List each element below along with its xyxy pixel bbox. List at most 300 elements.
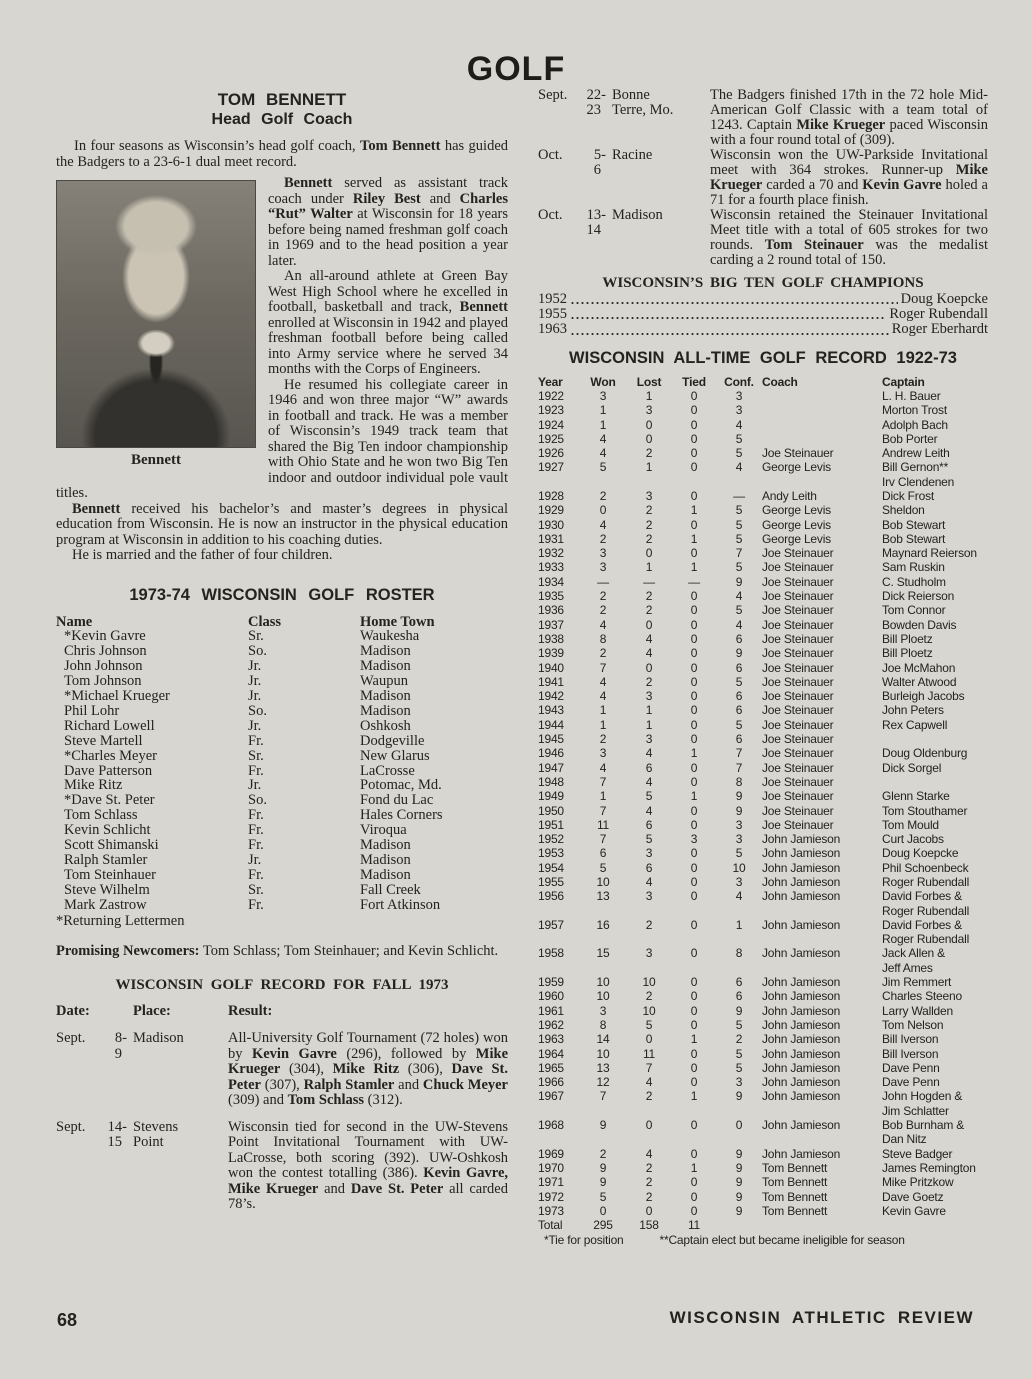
player-hometown: LaCrosse (360, 762, 415, 779)
cell-captain (882, 732, 988, 746)
entry-place-line1: Stevens (133, 1118, 179, 1135)
cell-tied: 0 (690, 617, 698, 632)
footnote-captain-elect: **Captain elect but became ineligible for season (659, 1233, 905, 1248)
cell-year: 1941 (538, 674, 564, 689)
captain-line1: Mike Pritzkow (882, 1175, 954, 1190)
all-time-row (538, 1175, 988, 1189)
player-class: Fr. (248, 732, 264, 749)
schedule-date (538, 88, 612, 148)
cell-lost: 4 (645, 746, 653, 761)
cell-tied: 0 (690, 517, 698, 532)
cell-tied: 0 (690, 660, 698, 675)
captain-line1: Walter Atwood (882, 674, 957, 689)
player-class: Jr. (248, 688, 262, 705)
cell-lost: 2 (645, 989, 653, 1004)
cell-won: 8 (599, 631, 607, 646)
cell-captain (882, 560, 988, 574)
cell-coach: Joe Steinauer (762, 689, 834, 704)
player-name: *Michael Krueger (64, 688, 170, 705)
cell-won: 3 (599, 388, 607, 403)
cell-coach: John Jamieson (762, 975, 841, 990)
cell-year: 1933 (538, 560, 564, 575)
cell-year: 1929 (538, 503, 564, 518)
entry-result: Wisconsin tied for second in the UW-Stevens Point Invitational Tournament with UW-LaCrosse, both scoring (392). UW-Oshkosh won the contest totalling (386). Kevin Gavre, Mike Krueger and Dave St. Peter all carded 78’s. (228, 1118, 508, 1213)
player-name: *Kevin Gavre (64, 628, 146, 645)
cell-conf: 8 (735, 946, 743, 961)
captain-line1: Maynard Reierson (882, 546, 977, 561)
all-time-row (538, 603, 988, 617)
captain-line1: Curt Jacobs (882, 832, 944, 847)
cell-lost: 6 (645, 817, 653, 832)
cell-year: 1946 (538, 746, 564, 761)
cell-lost: 2 (645, 503, 653, 518)
cell-won: 4 (599, 760, 607, 775)
cell-won: 10 (596, 975, 610, 990)
cell-year: 1944 (538, 717, 564, 732)
captain-line1: C. Studholm (882, 574, 946, 589)
cell-tied: 0 (690, 689, 698, 704)
cell-captain (882, 761, 988, 775)
cell-conf: 2 (735, 1032, 743, 1047)
total-tied: 11 (687, 1218, 701, 1233)
player-name: Tom Steinhauer (64, 866, 157, 883)
all-time-record-title: WISCONSIN ALL-TIME GOLF RECORD 1922-73 (569, 348, 957, 367)
cell-year: 1970 (538, 1160, 564, 1175)
cell-year: 1957 (538, 917, 564, 932)
schedule-day-end: 6 (593, 162, 601, 178)
cell-captain (882, 1204, 988, 1218)
cell-lost: 3 (645, 889, 653, 904)
cell-conf: 5 (735, 431, 743, 446)
captain-line1: Doug Oldenburg (882, 746, 968, 761)
cell-won: 9 (599, 1175, 607, 1190)
roster-col-hometown: Home Town (360, 613, 435, 630)
all-time-row (538, 489, 988, 503)
cell-coach: Andy Leith (762, 488, 817, 503)
captain-line1: Dave Goetz (882, 1189, 944, 1204)
cell-captain (882, 946, 988, 975)
player-name: Steve Wilhelm (64, 881, 150, 898)
all-time-row (538, 1075, 988, 1089)
cell-coach: George Levis (762, 503, 831, 518)
cell-tied: 1 (690, 503, 698, 518)
player-class: So. (248, 643, 267, 660)
total-label: Total (538, 1218, 563, 1233)
cell-coach (762, 432, 882, 446)
cell-tied: 0 (690, 1003, 698, 1018)
cell-tied: 0 (690, 732, 698, 747)
cell-won: 1 (599, 403, 607, 418)
entry-place (133, 1120, 228, 1213)
schedule-day-start: 13- (586, 207, 606, 223)
fall-record-entries (56, 1031, 508, 1213)
cell-year: 1940 (538, 660, 564, 675)
captain-line1: Bill Iverson (882, 1032, 939, 1047)
cell-won: 10 (596, 989, 610, 1004)
cell-lost: 1 (645, 717, 653, 732)
cell-lost: 4 (645, 803, 653, 818)
schedule-date (538, 208, 612, 268)
cell-year: 1922 (538, 388, 564, 403)
cell-captain (882, 1089, 988, 1118)
cell-lost: 1 (645, 388, 653, 403)
player-class: Fr. (248, 762, 264, 779)
cell-lost: 0 (645, 1118, 653, 1133)
cell-tied: 0 (690, 846, 698, 861)
player-hometown: Viroqua (360, 822, 407, 839)
cell-captain (882, 818, 988, 832)
cell-tied: 0 (690, 975, 698, 990)
cell-conf: 5 (735, 1046, 743, 1061)
player-name: *Charles Meyer (64, 747, 158, 764)
cell-coach: John Jamieson (762, 1017, 841, 1032)
cell-tied: 0 (690, 817, 698, 832)
captain-line1: Bob Burnham & (882, 1118, 965, 1133)
cell-coach: John Jamieson (762, 1146, 841, 1161)
cell-coach: John Jamieson (762, 946, 841, 961)
player-class: Jr. (248, 658, 262, 675)
player-name: John Johnson (64, 658, 143, 675)
captain-line1: Dick Sorgel (882, 760, 942, 775)
cell-tied: 0 (690, 388, 698, 403)
cell-conf: 6 (735, 989, 743, 1004)
captain-line1: James Remington (882, 1160, 976, 1175)
cell-conf: 6 (735, 631, 743, 646)
cell-year: 1961 (538, 1003, 564, 1018)
cell-coach: John Jamieson (762, 846, 841, 861)
cell-conf: 7 (735, 546, 743, 561)
cell-coach: Joe Steinauer (762, 560, 834, 575)
cell-tied: 1 (690, 746, 698, 761)
cell-conf: 4 (735, 460, 743, 475)
cell-captain (882, 546, 988, 560)
cell-year: 1950 (538, 803, 564, 818)
cell-tied: 0 (690, 1118, 698, 1133)
champion-year: 1952 (538, 291, 567, 307)
cell-captain (882, 718, 988, 732)
captain-line1: Morton Trost (882, 403, 947, 418)
cell-coach: John Jamieson (762, 917, 841, 932)
cell-won: 2 (599, 589, 607, 604)
cell-coach: George Levis (762, 517, 831, 532)
captain-line1: Tom Connor (882, 603, 946, 618)
player-hometown: Madison (360, 852, 411, 868)
cell-year: 1962 (538, 1017, 564, 1032)
cell-captain (882, 689, 988, 703)
cell-conf: 9 (735, 789, 743, 804)
cell-won: 7 (599, 1089, 607, 1104)
roster-row (56, 838, 508, 853)
cell-coach: John Jamieson (762, 1060, 841, 1075)
all-time-row (538, 618, 988, 632)
all-time-row (538, 1089, 988, 1118)
cell-captain (882, 1047, 988, 1061)
cell-lost: 3 (645, 689, 653, 704)
roster-row (56, 793, 508, 808)
cell-lost: 2 (645, 917, 653, 932)
captain-line1: Tom Nelson (882, 1017, 944, 1032)
player-class: Fr. (248, 822, 264, 839)
cell-won: 10 (596, 1046, 610, 1061)
cell-tied: 0 (690, 1075, 698, 1090)
col-won: Won (590, 374, 616, 389)
player-name: Ralph Stamler (64, 852, 148, 868)
cell-coach (762, 418, 882, 432)
player-name: Chris Johnson (64, 643, 147, 660)
all-time-row (538, 918, 988, 947)
cell-conf: 4 (735, 589, 743, 604)
player-class: Sr. (248, 747, 264, 764)
cell-conf: 6 (735, 975, 743, 990)
captain-line1: Jim Remmert (882, 975, 952, 990)
col-lost: Lost (636, 374, 662, 389)
cell-lost: 3 (645, 732, 653, 747)
cell-conf: 6 (735, 660, 743, 675)
cell-won: 4 (599, 689, 607, 704)
captain-line1: Dick Frost (882, 488, 935, 503)
cell-lost: 3 (645, 946, 653, 961)
all-time-row (538, 1161, 988, 1175)
captain-line2: Irv Clendenen (882, 474, 955, 489)
champion-line (538, 292, 988, 307)
cell-coach: Joe Steinauer (762, 631, 834, 646)
cell-tied: 0 (690, 989, 698, 1004)
all-time-row (538, 646, 988, 660)
cell-coach: Joe Steinauer (762, 789, 834, 804)
cell-conf: 9 (735, 1189, 743, 1204)
cell-year: 1926 (538, 446, 564, 461)
col-coach: Coach (762, 374, 798, 389)
cell-tied: 0 (690, 1060, 698, 1075)
all-time-row (538, 1204, 988, 1218)
cell-lost: 3 (645, 403, 653, 418)
all-time-row (538, 946, 988, 975)
cell-conf: 5 (735, 1017, 743, 1032)
player-class: Jr. (248, 673, 262, 690)
all-time-row (538, 889, 988, 918)
fall-record-title: WISCONSIN GOLF RECORD FOR FALL 1973 (115, 977, 449, 994)
cell-won: 10 (596, 875, 610, 889)
entry-day-start: 8- (114, 1030, 127, 1047)
player-name: Tom Johnson (64, 673, 142, 690)
cell-lost: 4 (645, 1075, 653, 1090)
roster-row (56, 883, 508, 898)
cell-coach: Tom Bennett (762, 1189, 828, 1204)
schedule-place-line1: Racine (612, 147, 653, 163)
player-name: Kevin Schlicht (64, 822, 151, 839)
cell-coach: Joe Steinauer (762, 803, 834, 818)
cell-captain (882, 1018, 988, 1032)
player-hometown: Fort Atkinson (360, 896, 441, 913)
captain-line1: Bill Iverson (882, 1046, 939, 1061)
champion-year: 1955 (538, 306, 567, 323)
cell-lost: 0 (645, 660, 653, 675)
captain-line1: Bill Ploetz (882, 646, 933, 661)
cell-tied: 0 (690, 1146, 698, 1161)
page-title: GOLF (466, 50, 566, 88)
captain-line1: Jack Allen & (882, 946, 945, 961)
cell-lost: 2 (645, 517, 653, 532)
col-year: Year (538, 374, 563, 389)
player-hometown: Waukesha (360, 628, 420, 645)
cell-captain (882, 503, 988, 517)
captain-line2: Roger Rubendall (882, 932, 970, 947)
cell-coach: Tom Bennett (762, 1160, 828, 1175)
all-time-row (538, 1047, 988, 1061)
all-time-row (538, 1032, 988, 1046)
cell-won: 4 (599, 446, 607, 461)
champion-year: 1963 (538, 321, 567, 338)
cell-lost: 5 (645, 1017, 653, 1032)
cell-coach: John Jamieson (762, 1118, 841, 1133)
cell-conf: — (733, 488, 745, 503)
cell-lost: 4 (645, 774, 653, 789)
cell-year: 1924 (538, 417, 564, 432)
cell-year: 1960 (538, 989, 564, 1004)
captain-line1: Bob Stewart (882, 531, 946, 546)
player-hometown: Fall Creek (360, 881, 421, 898)
all-time-row (538, 1118, 988, 1147)
cell-tied: 0 (690, 446, 698, 461)
all-time-row (538, 389, 988, 403)
cell-captain (882, 1075, 988, 1089)
all-time-row (538, 589, 988, 603)
cell-year: 1948 (538, 774, 564, 789)
right-column (538, 88, 988, 1248)
cell-coach: Joe Steinauer (762, 574, 834, 589)
captain-line1: Tom Mould (882, 817, 939, 832)
captain-line1: Bill Gernon** (882, 460, 949, 475)
cell-coach: John Jamieson (762, 1075, 841, 1090)
cell-coach: Joe Steinauer (762, 703, 834, 718)
footer-brand: WISCONSIN ATHLETIC REVIEW (669, 1308, 974, 1327)
cell-year: 1947 (538, 760, 564, 775)
cell-year: 1934 (538, 574, 564, 589)
all-time-row (538, 775, 988, 789)
champion-name: Doug Koepcke (900, 291, 988, 307)
cell-tied: 0 (690, 674, 698, 689)
cell-lost: 1 (645, 560, 653, 575)
cell-conf: 9 (735, 1175, 743, 1190)
cell-tied: 1 (690, 789, 698, 804)
roster-row (56, 734, 508, 749)
cell-won: 16 (596, 917, 610, 932)
captain-line1: Phil Schoenbeck (882, 860, 969, 875)
schedule-month: Oct. (538, 147, 563, 163)
player-hometown: Hales Corners (360, 807, 443, 824)
roster-row (56, 674, 508, 689)
all-time-row (538, 718, 988, 732)
cell-tied: 0 (690, 1046, 698, 1061)
captain-line1: Bill Ploetz (882, 631, 933, 646)
all-time-row (538, 446, 988, 460)
cell-captain (882, 489, 988, 503)
cell-captain (882, 661, 988, 675)
cell-conf: 9 (735, 574, 743, 589)
cell-captain (882, 446, 988, 460)
cell-year: 1954 (538, 860, 564, 875)
cell-won: 14 (596, 1032, 610, 1047)
champion-name: Roger Eberhardt (891, 321, 988, 338)
schedule-result: Wisconsin won the UW-Parkside Invitational meet with 364 strokes. Runner-up Mike Krueger carded a 70 and Kevin Gavre holed a 71 for a fourth place finish. (710, 147, 988, 208)
captain-line1: Doug Koepcke (882, 846, 959, 861)
player-class: Sr. (248, 628, 264, 645)
cell-conf: 5 (735, 446, 743, 461)
all-time-row (538, 761, 988, 775)
captain-line1: Bob Stewart (882, 517, 946, 532)
schedule-month: Oct. (538, 207, 563, 223)
cell-tied: 0 (690, 774, 698, 789)
cell-coach: Joe Steinauer (762, 774, 834, 789)
captain-line1: Dick Reierson (882, 589, 955, 604)
player-hometown: New Glarus (360, 747, 430, 764)
cell-conf: 5 (735, 1060, 743, 1075)
player-hometown: Waupun (360, 673, 408, 690)
cell-won: 0 (599, 503, 607, 518)
cell-captain (882, 1147, 988, 1161)
cell-coach: Joe Steinauer (762, 446, 834, 461)
schedule-place (612, 148, 710, 208)
cell-lost: 5 (645, 789, 653, 804)
captain-line1: L. H. Bauer (882, 388, 941, 403)
cell-won: 1 (599, 417, 607, 432)
cell-year: 1973 (538, 1203, 564, 1218)
roster-table (56, 615, 508, 929)
cell-conf: 8 (735, 774, 743, 789)
captain-line2: Roger Rubendall (882, 903, 970, 918)
cell-coach: John Jamieson (762, 889, 841, 904)
cell-tied: 0 (690, 631, 698, 646)
schedule-result: The Badgers finished 17th in the 72 hole Mid-American Golf Classic with a team total of 1243. Captain Mike Krueger paced Wisconsin with a four round total of (309). (710, 87, 988, 148)
cell-year: 1952 (538, 832, 564, 847)
cell-won: 13 (596, 1060, 610, 1075)
captain-line1: Burleigh Jacobs (882, 689, 965, 704)
captain-line1: Dave Penn (882, 1075, 940, 1090)
cell-lost: 3 (645, 846, 653, 861)
cell-tied: 0 (690, 889, 698, 904)
cell-won: 1 (599, 703, 607, 718)
captain-line1: Andrew Leith (882, 446, 950, 461)
cell-tied: 0 (690, 1017, 698, 1032)
cell-tied: 0 (690, 875, 698, 889)
cell-year: 1963 (538, 1032, 564, 1047)
player-name: Steve Martell (64, 732, 143, 749)
cell-conf: 10 (732, 860, 746, 875)
cell-year: 1930 (538, 517, 564, 532)
all-time-row (538, 418, 988, 432)
cell-tied: 0 (690, 1189, 698, 1204)
cell-coach: Joe Steinauer (762, 603, 834, 618)
cell-coach: Joe Steinauer (762, 760, 834, 775)
coach-bio-section (56, 176, 508, 564)
all-time-footnotes (538, 1233, 988, 1247)
cell-year: 1949 (538, 789, 564, 804)
cell-coach: John Jamieson (762, 875, 841, 889)
cell-conf: 9 (735, 1089, 743, 1104)
cell-captain (882, 861, 988, 875)
cell-lost: 2 (645, 603, 653, 618)
all-time-row (538, 532, 988, 546)
cell-lost: 4 (645, 1146, 653, 1161)
cell-tied: 0 (690, 460, 698, 475)
player-name: *Dave St. Peter (64, 792, 155, 809)
cell-conf: 9 (735, 646, 743, 661)
cell-conf: 5 (735, 717, 743, 732)
cell-won: 13 (596, 889, 610, 904)
all-time-row (538, 1061, 988, 1075)
cell-won: 15 (596, 946, 610, 961)
cell-won: 7 (599, 660, 607, 675)
